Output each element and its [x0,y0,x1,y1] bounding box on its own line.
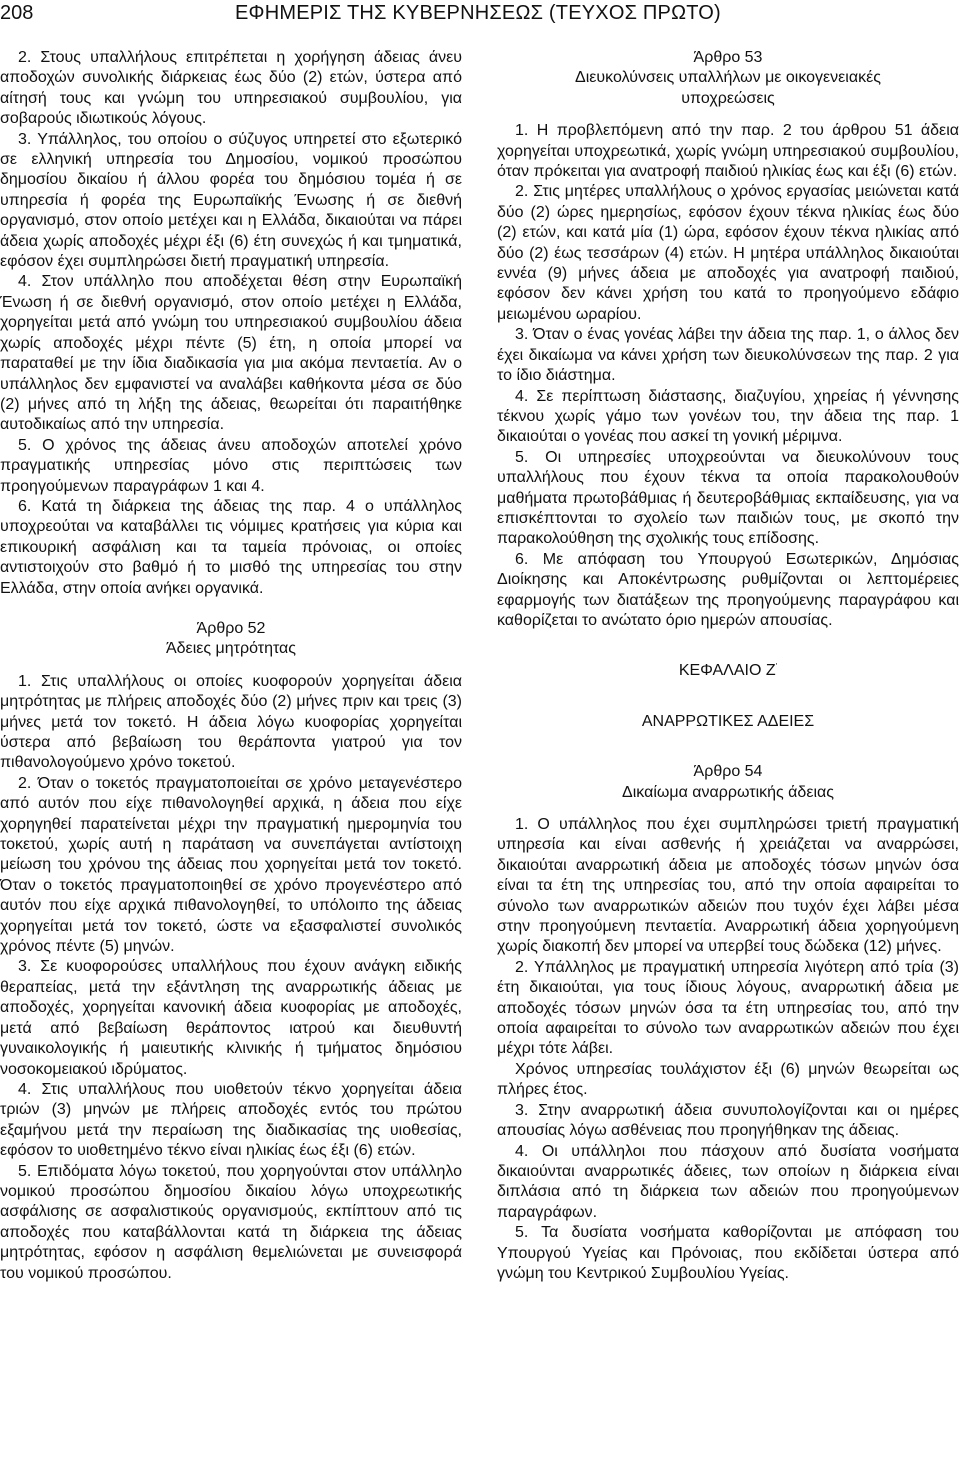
article-52-subtitle: Άδειες μητρότητας [165,640,297,658]
paragraph: 3. Όταν ο ένας γονέας λάβει την άδεια της παρ. 1, ο άλλος δεν έχει δικαίωμα να κάνει χρήση των διευκολύνσεων της παρ. 2 για το ίδιο διάστημα. [497,326,959,385]
paragraph: 3. Υπάλληλος, του οποίου ο σύζυγος υπηρετεί στο εξωτερικό σε ελληνική υπηρεσία του Δημοσίου, νομικού προσώπου δημοσίου δικαίου ή άλλου φορέα του δημόσιου τομέα ή σε υπηρεσία ή φορέα της Ευρωπαϊκής Ένωσης ή σε διεθνή οργανισμό, στον οποίο μετέχει και η Ελλάδα, δικαιούται να πάρει άδεια χωρίς αποδοχές μέχρι έξι (6) έτη συνεχώς ή και τμηματικά, εφόσον έχει συμπληρώσει διετή πραγματική υπηρεσία. [0,130,462,271]
paragraph: 1. Η προβλεπόμενη από την παρ. 2 του άρθρου 51 άδεια χορηγείται υποχρεωτικά, χωρίς γνώμη υπηρεσιακού συμβουλίου, όταν πρόκειται για ανατροφή παιδιού ηλικίας έως και έξι (6) ετών. [497,122,959,181]
paragraph: 5. Ο χρόνος της άδειας άνευ αποδοχών αποτελεί χρόνο πραγματικής υπηρεσίας μόνο στις περιπτώσεις των προηγούμενων παραγράφων 1 και 4. [0,436,462,495]
paragraph: 1. Ο υπάλληλος που έχει συμπληρώσει τριετή πραγματική υπηρεσία και είναι ασθενής ή χρειάζεται να αναρρώσει, δικαιούται αναρρωτική άδεια με αποδοχές τόσων μηνών όσα είναι τα έτη της υπηρεσίας του, από την οποία αφαιρείται το σύνολο των αναρρωτικών αδειών που τυχόν έχει λάβει μέσα στην προηγούμενη πενταετία. Αναρρωτική άδεια χορηγούμενη χωρίς διακοπή δεν μπορεί να υπερβεί τους δώδεκα (12) μήνες. [497,816,959,956]
paragraph: 4. Στον υπάλληλο που αποδέχεται θέση στην Ευρωπαϊκή Ένωση ή σε διεθνή οργανισμό, στον οποίο μετέχει η Ελλάδα, χορηγείται μετά από γνώμη του υπηρεσιακού συμβουλίου άδεια χωρίς αποδοχές μέχρι πέντε (5) έτη, η οποία μπορεί να παραταθεί με την ίδια διαδικασία για μια ακόμα πενταετία. Αν ο υπάλληλος δεν εμφανιστεί να αναλάβει καθήκοντα μέσα σε δύο (2) μήνες από τη λήξη της άδειας, θεωρείται ότι παραιτήθηκε αυτοδικαίως από την υπηρεσία. [0,273,462,434]
paragraph: 5. Οι υπηρεσίες υποχρεούνται να διευκολύνουν τους υπαλλήλους που έχουν τέκνα τα οποία παρακολουθούν μαθήματα πρωτοβάθμιας ή δευτεροβάθμιας εκπαίδευσης, για να επισκέπτονται το σχολείο των παιδιών τους, με σκοπό την παρακολούθηση της σχολικής τους επίδοσης. [497,448,959,548]
paragraph: 1. Στις υπαλλήλους οι οποίες κυοφορούν χορηγείται άδεια μητρότητας με πλήρεις αποδοχές δύο (2) μήνες πριν και τρεις (3) μήνες μετά τον τοκετό. Η άδεια λόγω κυοφορίας χορηγείται ύστερα από βεβαίωση του θεράποντα γιατρού για τον πιθανολογούμενο χρόνο τοκετού. [0,672,462,772]
article-54-subtitle: Δικαίωμα αναρρωτικής άδειας [622,783,834,801]
right-column [497,48,959,1284]
article-52-title: Άρθρο 52 [196,619,266,637]
chapter-title-text: ΚΕΦΑΛΑΙΟ Ζ [678,662,776,680]
left-column [0,48,462,1284]
paragraph: 4. Σε περίπτωση διάστασης, διαζυγίου, χηρείας ή γέννησης τέκνου χωρίς γάμο των γονέων του, την άδεια της παρ. 1 δικαιούται ο γονέας που ασκεί τη γονική μέριμνα. [497,387,959,446]
paragraph: 2. Υπάλληλος με πραγματική υπηρεσία λιγότερη από τρία (3) έτη δικαιούται, για τους ίδιους λόγους, αναρρωτική άδεια με αποδοχές τόσων μηνών όσα τα έτη υπηρεσίας του, από την οποία αφαιρείται το σύνολο των αναρρωτικών αδειών που έχει μέχρι τότε λάβει. [497,958,959,1058]
paragraph: 4. Οι υπάλληλοι που πάσχουν από δυσίατα νοσήματα δικαιούνται αναρρωτικές άδειες, των οποίων η διάρκεια είναι διπλάσια από τη διάρκεια των αδειών που προηγούμενων παραγράφων. [497,1142,959,1221]
page-number: 208 [0,2,34,24]
article-54-title: Άρθρο 54 [693,763,763,781]
paragraph: 4. Στις υπαλλήλους που υιοθετούν τέκνο χορηγείται άδεια τριών (3) μηνών με πλήρεις αποδοχές εντός του πρώτου εξαμήνου μετά την περαίωση της διαδικασίας της υιοθεσίας, εφόσον το υιοθετημένο τέκνο είναι ηλικίας έως έξι (6) ετών. [0,1080,462,1160]
paragraph: 5. Τα δυσίατα νοσήματα καθορίζονται με απόφαση του Υπουργού Υγείας και Πρόνοιας, που εκδίδεται ύστερα από γνώμη του Κεντρικού Συμβουλίου Υγείας. [497,1224,959,1282]
chapter-title [497,661,959,681]
paragraph: 3. Στην αναρρωτική άδεια συνυπολογίζονται και οι ημέρες απουσίας λόγω ασθένειας που προηγήθηκαν της άδειας. [497,1101,959,1140]
paragraph: 5. Επιδόματα λόγω τοκετού, που χορηγούνται στον υπάλληλο νομικού προσώπου δημοσίου δικαίου λόγω υποχρεωτικής ασφάλισης σε ασφαλιστικούς οργανισμούς, εκπίπτουν από τις αποδοχές που καταβάλλονται κατά τη διάρκεια της άδειας μητρότητας, εφόσον η ασφάλιση θεμελιώνεται με συνεισφορά του νομικού προσώπου. [0,1162,462,1282]
page-header [0,0,960,28]
paragraph: 2. Στις μητέρες υπαλλήλους ο χρόνος εργασίας μειώνεται κατά δύο (2) ώρες ημερησίως, εφόσον έχουν τέκνα ηλικίας έως δύο (2) ετών, και κατά μία (1) ώρα, εφόσον έχουν τέκνα ηλικίας από δύο (2) έως τεσσάρων (4) ετών. Η μητέρα υπάλληλος δικαιούται εννέα (9) μήνες άδεια με αποδοχές για ανατροφή παιδιού, εφόσον δεν κάνει χρήση του κατά το προηγούμενο εδάφιο μειωμένου ωραρίου. [497,183,959,323]
paragraph: 2. Στους υπαλλήλους επιτρέπεται η χορήγηση άδειας άνευ αποδοχών συνολικής διάρκειας έως δύο (2) ετών, ύστερα από αίτησή τους και γνώμη του υπηρεσιακού συμβουλίου, για σοβαρούς ιδιωτικούς λόγους. [0,49,462,128]
article-53-title: Άρθρο 53 [693,49,763,66]
chapter-subtitle: ΑΝΑΡΡΩΤΙΚΕΣ ΑΔΕΙΕΣ [641,712,815,730]
gazette-title: ΕΦΗΜΕΡΙΣ ΤΗΣ ΚΥΒΕΡΝΗΣΕΩΣ (ΤΕΥΧΟΣ ΠΡΩΤΟ) [235,2,721,24]
paragraph: Χρόνος υπηρεσίας τουλάχιστον έξι (6) μηνών θεωρείται ως πλήρες έτος. [497,1060,959,1099]
paragraph: 3. Σε κυοφορούσες υπαλλήλους που έχουν ανάγκη ειδικής θεραπείας, μετά την εξάντληση της αναρρωτικής άδειας με αποδοχές, χορηγείται κανονική άδεια κυοφορίας με αποδοχές, μετά από βεβαίωση θεράποντος ιατρού και διευθυντή γυναικολογικής ή μαιευτικής κλινικής ή τμήματος δημόσιου νοσοκομειακού ιδρύματος. [0,958,462,1078]
paragraph: 2. Όταν ο τοκετός πραγματοποιείται σε χρόνο μεταγενέστερο από αυτόν που είχε πιθανολογηθεί αρχικά, η άδεια που είχε χορηγηθεί παρατείνεται μέχρι την πραγματική ημερομηνία του τοκετού, χωρίς αυτή η παράταση να συνεπάγεται αντίστοιχη μείωση του χρόνου της άδειας που χορηγείται μετά τον τοκετό. Όταν ο τοκετός πραγματοποιηθεί σε χρόνο προγενέστερο από αυτόν που είχε αρχικά πιθανολογηθεί, το υπόλοιπο της άδειας χορηγείται μετά τον τοκετό, ώστε να εξασφαλιστεί συνολικός χρόνος πέντε (5) μηνών. [0,774,462,956]
paragraph: 6. Κατά τη διάρκεια της άδειας της παρ. 4 ο υπάλληλος υποχρεούται να καταβάλλει τις νόμιμες κρατήσεις για κύρια και επικουρική ασφάλιση και τα ταμεία πρόνοιας, οι οποίες αντιστοιχούν στο βαθμό ή το μισθό της υπηρεσίας του στην Ελλάδα, στην οποία ανήκει οργανικά. [0,497,462,597]
article-53-subtitle: Διευκολύνσεις υπαλλήλων με οικογενειακές υποχρεώσεις [575,69,881,107]
paragraph: 6. Με απόφαση του Υπουργού Εσωτερικών, Δημόσιας Διοίκησης και Αποκέντρωσης ρυθμίζονται οι λεπτομέρειες εφαρμογής των διατάξεων της προηγούμενης παραγράφου και καθορίζεται το ανώτατο όριο ημερών απουσίας. [497,550,959,629]
chapter-title-mark: ' [775,662,778,672]
